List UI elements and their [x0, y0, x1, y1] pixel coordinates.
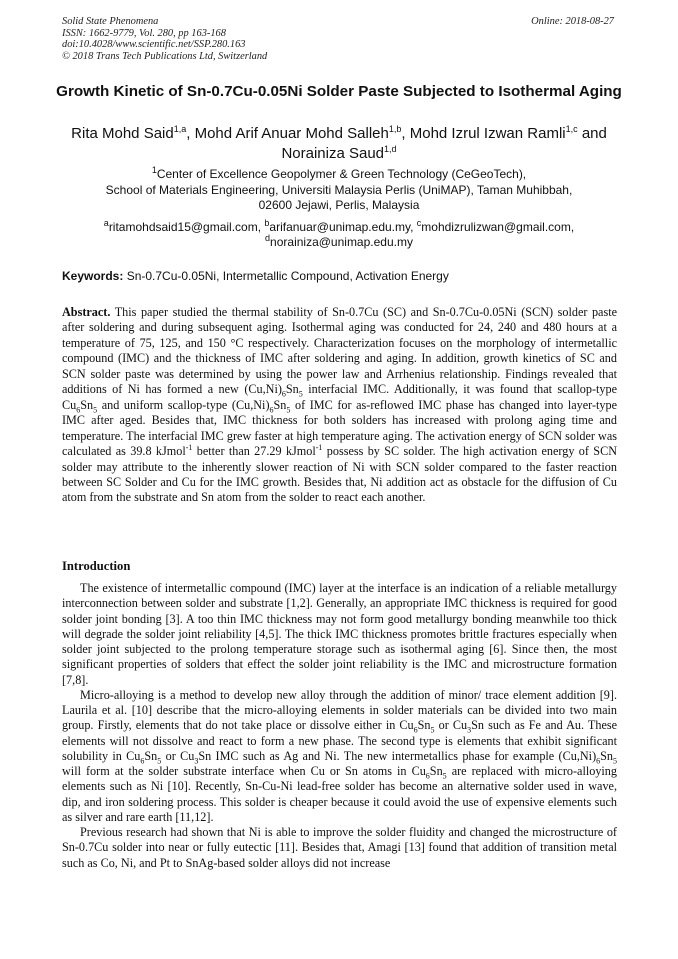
paragraph-text: or: [434, 718, 453, 733]
subscript: 6: [413, 725, 418, 735]
author-separator: ,: [401, 125, 410, 142]
abstract-text: and uniform scallop-type: [97, 397, 232, 412]
chem-formula: Sn: [80, 397, 94, 412]
paragraph-text: Micro-alloying is a method to develop new alloy through the addition of minor/ trace element addition [9]. Laurila et al. [10] describe that the micro-alloying elements in solder materials can be divided into two main group. Firstly, elements that do not take place or dissolve either in: [62, 687, 617, 733]
author-separator: ,: [186, 125, 195, 142]
author-affiliation-mark: 1,a: [173, 124, 187, 134]
section-heading: Introduction: [62, 559, 131, 573]
chem-formula: Sn: [600, 748, 613, 763]
author-affiliation-mark: 1,d: [384, 144, 397, 154]
affiliation-line: [40, 167, 638, 183]
introduction-body: [62, 581, 617, 871]
chem-formula: (Cu,Ni): [558, 748, 597, 763]
email-mark: b: [264, 218, 270, 228]
subscript: 6: [76, 405, 81, 415]
paragraph: [62, 688, 617, 825]
affiliation-text: Center of Excellence Geopolymer & Green Technology (CeGeoTech),: [156, 167, 527, 181]
abstract-text: interfacial IMC. Additionally, it was found that scallop-type: [302, 382, 617, 397]
email-mark: c: [416, 218, 422, 228]
paragraph-text: will form at the solder substrate interface when Cu or Sn atoms in: [62, 764, 412, 778]
paragraph: The existence of intermetallic compound (IMC) layer at the interface is an indication of a reliable metallurgy interconnection between solder and substrate [1,2]. Generally, an appropriate IMC thickness is required for good solder joint bonding [3]. A too thin IMC thickness may not form good metallurgy bonding meanwhile too thick will degrade the solder joint reliability [4,5]. The thick IMC thickness promotes brittle fractures especially when solder joint subjected to the prolong temperature storage such as isothermal aging [6]. Since then, the most significant properties of solders that effect the solder joint reliability is the IMC and microstructure formation [7,8].: [62, 581, 617, 687]
subscript: 5: [442, 771, 447, 781]
journal-header: [62, 16, 267, 62]
doi-line: doi:10.4028/www.scientific.net/SSP.280.163: [62, 39, 246, 51]
email-line: [40, 232, 638, 250]
subscript: 6: [425, 771, 430, 781]
online-date: Online: 2018-08-27: [531, 16, 614, 27]
keywords-text: Sn-0.7Cu-0.05Ni, Intermetallic Compound, Activation Energy: [123, 269, 449, 283]
email-mark: a: [103, 218, 109, 228]
chem-formula: Sn: [273, 397, 287, 412]
abstract-text: better than 27.29 kJmol: [192, 444, 316, 459]
paragraph-text: Sn IMC such as Ag and Ni. The new intermetallics phase for example: [198, 748, 559, 763]
subscript: 6: [596, 756, 601, 766]
paragraph-text: are replaced with micro-alloying elements such as Ni [10]. Recently, Sn-Cu-Ni lead-free solder has become an alternative solder used in wave, dip, and iron soldering process. This solder is cheaper because it could avoid the use of expensive elements such as silver and rare earth [11,12].: [62, 764, 617, 824]
email-address[interactable]: mohdizrulizwan@gmail.com,: [421, 220, 575, 234]
keywords: [62, 269, 617, 283]
keywords-label: Keywords:: [62, 269, 124, 283]
abstract-text: possess by SC solder. The high activation energy of SCN solder may attribute to the inherently slower reaction of Ni with SCN solder compared to the faster reaction between SC Solder and Cu for the IMC growth. Besides that, Ni addition act as obstacle for the diffusion of Cu atom from the substrate and Sn atom from the solder to react each another.: [62, 444, 618, 505]
superscript: -1: [185, 443, 193, 453]
chem-formula: Sn: [417, 718, 431, 733]
chem-formula: Cu: [452, 718, 468, 733]
chem-formula: Cu: [126, 748, 141, 763]
email-address[interactable]: norainiza@unimap.edu.my: [270, 234, 413, 249]
chem-formula: Cu: [411, 764, 426, 778]
subscript: 5: [298, 389, 303, 399]
chem-formula: Sn: [429, 764, 443, 778]
author-name: Rita Mohd Said: [71, 125, 174, 142]
paragraph: Previous research had shown that Ni is able to improve the solder fluidity and changed the microstructure of Sn-0.7Cu solder into near or fully eutectic [11]. Besides that, Amagi [13] found that addition of transition metal such as Co, Ni, and Pt to SnAg-based solder alloys did not increase: [62, 825, 617, 870]
email-list: [40, 220, 638, 249]
superscript: -1: [315, 443, 323, 453]
email-address[interactable]: arifanuar@unimap.edu.my,: [269, 220, 417, 234]
subscript: 5: [157, 756, 162, 766]
paper-title: Growth Kinetic of Sn-0.7Cu-0.05Ni Solder Paste Subjected to Isothermal Aging: [56, 83, 622, 100]
author-affiliation-mark: 1,c: [565, 124, 578, 134]
paragraph-text: Sn such as Fe and Au. These elements will not dissolve and react to form a new phase. The second type is elements that exhibit significant solubility in: [62, 718, 618, 763]
issn-line: ISSN: 1662-9779, Vol. 280, pp 163-168: [62, 27, 226, 39]
subscript: 3: [194, 756, 199, 766]
subscript: 3: [467, 725, 472, 735]
abstract: [62, 305, 617, 506]
subscript: 6: [269, 405, 274, 415]
chem-formula: (Cu,Ni): [231, 397, 270, 412]
affiliation: [40, 167, 638, 214]
author-affiliation-mark: 1,b: [388, 124, 402, 134]
subscript: 6: [281, 389, 286, 399]
affiliation-line: School of Materials Engineering, Universiti Malaysia Perlis (UniMAP), Taman Muhibbah,: [105, 182, 573, 197]
affiliation-line: 02600 Jejawi, Perlis, Malaysia: [258, 198, 420, 212]
affiliation-mark: 1: [151, 165, 157, 175]
subscript: 5: [430, 725, 435, 735]
author-name: and Norainiza Saud: [281, 125, 607, 162]
chem-formula: Sn: [285, 382, 299, 397]
chem-formula: (Cu,Ni): [244, 382, 282, 397]
subscript: 5: [93, 405, 98, 415]
author-list: [40, 124, 638, 164]
chem-formula: Cu: [180, 748, 195, 763]
abstract-label: Abstract.: [62, 305, 111, 319]
paragraph-text: or: [161, 748, 181, 763]
subscript: 6: [140, 756, 145, 766]
chem-formula: Cu: [62, 397, 77, 412]
journal-name: Solid State Phenomena: [62, 16, 159, 27]
chem-formula: Cu: [399, 718, 414, 733]
subscript: 5: [286, 405, 291, 415]
author-name: Mohd Izrul Izwan Ramli: [409, 125, 566, 142]
chem-formula: Sn: [144, 748, 158, 763]
abstract-text: This paper studied the thermal stability of Sn-0.7Cu (SC) and Sn-0.7Cu-0.05Ni (SCN) solder paste after soldering and during subsequent aging. Isothermal aging was conducted for 24, 240 and 480 hours at a temperature of 75, 125, and 150 °C respectively. Characterization focuses on the morphology of intermetallic compound (IMC) and the thickness of IMC after soldering and aging. In addition, growth kinetics of SC and SCN solder paste was determined by using the power law and Arrhenius relationship. Findings revealed that additions of Ni has formed a new: [62, 305, 617, 397]
abstract-text: of IMC for as-reflowed IMC phase has changed into layer-type IMC after aged. Besides that, IMC thickness for both solders has increased with prolong aging time and temperature. The interfacial IMC grew faster at high temperature aging. The activation energy of SCN solder was calculated as 39.8 kJmol: [62, 397, 617, 459]
subscript: 5: [613, 756, 617, 766]
author-name: Mohd Arif Anuar Mohd Salleh: [194, 125, 389, 142]
email-mark: d: [265, 232, 271, 243]
email-address[interactable]: ritamohdsaid15@gmail.com,: [108, 220, 265, 234]
copyright-line: © 2018 Trans Tech Publications Ltd, Switzerland: [62, 50, 268, 62]
email-line: [40, 220, 638, 235]
